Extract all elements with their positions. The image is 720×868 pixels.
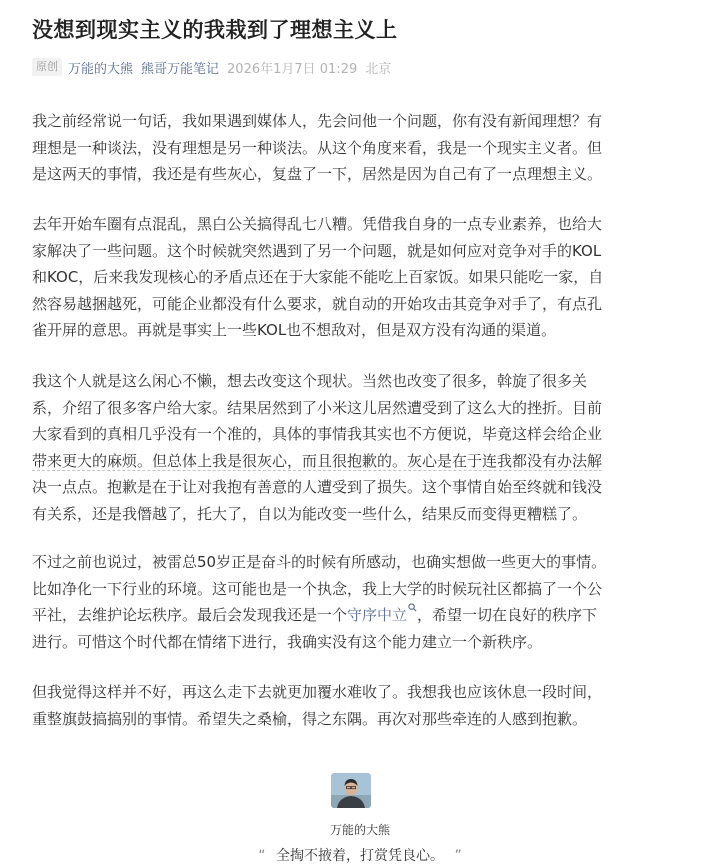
author-link[interactable]: 万能的大熊 <box>68 61 134 77</box>
reward-author-name: 万能的大熊 <box>329 823 390 837</box>
publish-time: 2026年1月7日 01:29 <box>227 61 358 77</box>
paragraph-line: 但我觉得这样并不好，再这么走下去就更加覆水难收了。我想我也应该休息一段时间， <box>32 683 603 701</box>
article-title: 没想到现实主义的我栽到了理想主义上 <box>32 18 398 42</box>
paragraph-line: 我这个人就是这么闲心不懒，想去改变这个现状。当然也改变了很多，斡旋了很多关 <box>32 372 588 390</box>
paragraph-line: 理想是一种谈法，没有理想是另一种谈法。从这个角度来看，我是一个现实主义者。但 <box>32 138 603 157</box>
paragraph-line: 系，介绍了很多客户给大家。结果居然到了小米这儿居然遭受到了这么大的挫折。目前 <box>32 398 603 417</box>
line-text: ，希望一切在良好的秩序下 <box>417 606 598 625</box>
paragraph-line: 有关系，还是我僭越了，托大了，自以为能改变一些什么，结果反而变得更糟糕了。 <box>32 504 588 523</box>
paragraph-5 <box>32 679 692 732</box>
paragraph-line: 决一点点。抱歉是在于让对我抱有善意的人遭受到了损失。这个事情自始至终就和钱没 <box>32 478 603 497</box>
paragraph-line: 家解决了一些问题。这个时候就突然遇到了另一个问题，就是如何应对竞争对手的KOL <box>32 241 602 260</box>
close-quote-mark: ” <box>454 848 462 864</box>
paragraph-line: 雀开屏的意思。再就是事实上一些KOL也不想敌对，但是双方没有沟通的渠道。 <box>32 321 557 340</box>
highlighted-text[interactable]: 带来更大的麻烦。但总体上我是很灰心，而且很抱歉的。灰心是在于连我都没有办法解 <box>32 451 603 470</box>
avatar-image <box>331 773 371 808</box>
paragraph-2 <box>32 211 692 344</box>
paragraph-4 <box>32 549 692 655</box>
reward-quote-text: 全掏不掖着，打赏凭良心。 <box>276 848 444 864</box>
publish-location: 北京 <box>365 61 392 77</box>
original-badge: 原创 <box>32 58 62 76</box>
account-link[interactable]: 熊哥万能笔记 <box>141 61 220 77</box>
article-meta <box>32 57 391 77</box>
search-link-text[interactable]: 守序中立 <box>347 606 408 625</box>
paragraph-line <box>32 602 692 629</box>
paragraph-line: 进行。可惜这个时代都在情绪下进行，我确实没有这个能力建立一个新秩序。 <box>32 632 543 651</box>
paragraph-line: 重整旗鼓搞搞别的事情。希望失之桑榆，得之东隅。再次对那些牵连的人感到抱歉。 <box>32 709 588 728</box>
paragraph-line: 是这两天的事情，我还是有些灰心，复盘了一下，居然是因为自己有了一点理想主义。 <box>32 165 603 184</box>
open-quote-mark: “ <box>258 848 266 864</box>
paragraph-line: 我之前经常说一句话，我如果遇到媒体人，先会问他一个问题，你有没有新闻理想？有 <box>32 112 603 130</box>
line-text: 平社，去维护论坛秩序。最后会发现我还是一个 <box>32 606 348 625</box>
paragraph-line: 去年开始车圈有点混乱，黑白公关搞得乱七八糟。凭借我自身的一点专业素养，也给大 <box>32 215 603 233</box>
avatar[interactable] <box>331 773 371 808</box>
paragraph-1 <box>32 108 692 188</box>
search-icon <box>408 603 417 612</box>
reward-quote <box>0 845 720 865</box>
paragraph-3 <box>32 368 692 528</box>
paragraph-line: 然容易越捆越死，可能企业都没有什么要求，就自动的开始攻击其竞争对手了，有点孔 <box>32 294 603 313</box>
paragraph-line: 和KOC，后来我发现核心的矛盾点还在于大家能不能吃上百家饭。如果只能吃一家，自 <box>32 268 604 287</box>
paragraph-line: 不过之前也说过，被雷总50岁正是奋斗的时候有所感动，也确实想做一些更大的事情。 <box>32 553 607 571</box>
search-link[interactable] <box>347 606 417 624</box>
paragraph-line: 大家看到的真相几乎没有一个准的，具体的事情我其实也不方便说，毕竟这样会给企业 <box>32 425 603 444</box>
paragraph-line <box>32 448 692 475</box>
paragraph-line: 比如净化一下行业的环境。这可能也是一个执念，我上大学的时候玩社区都搞了一个公 <box>32 579 603 598</box>
